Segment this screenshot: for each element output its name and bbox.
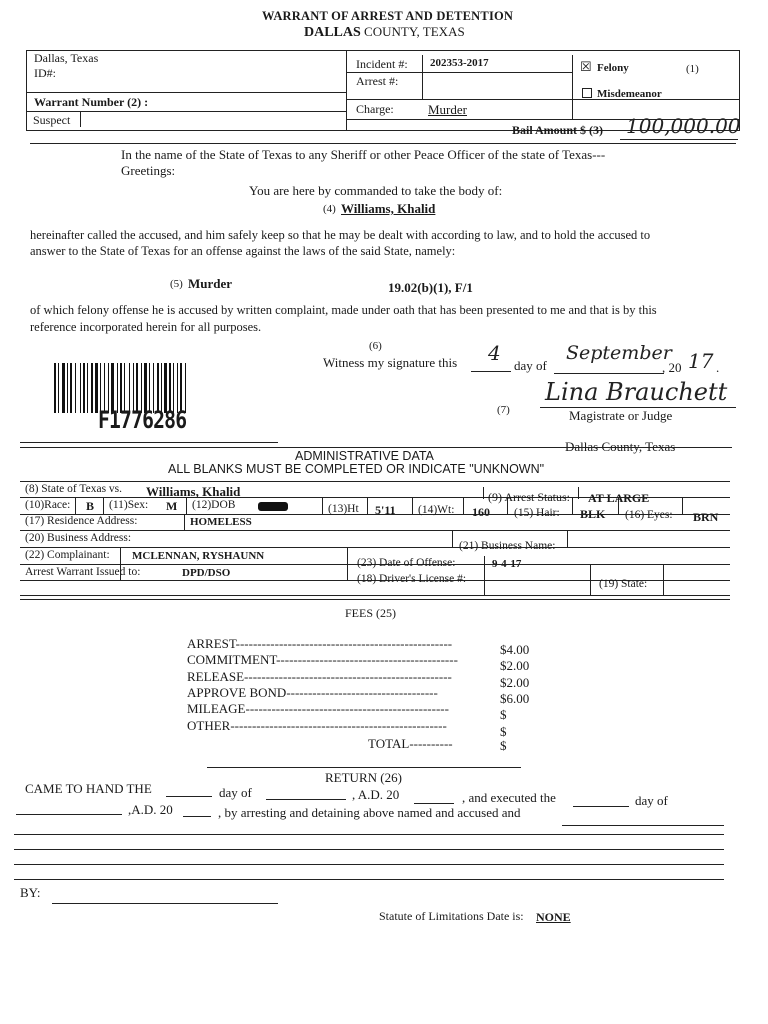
fee-label: RELEASE------------------------------------------------ xyxy=(187,668,452,684)
charge-label: Charge: xyxy=(356,102,394,116)
county-state: COUNTY, TEXAS xyxy=(364,24,465,39)
felony-label: Felony xyxy=(597,62,629,74)
bail-amount-value: 100,000.00 xyxy=(626,114,741,138)
fee-label: APPROVE BOND----------------------------------- xyxy=(187,684,438,700)
misdemeanor-label: Misdemeanor xyxy=(597,88,662,100)
fee-label: ARREST-------------------------------------------------- xyxy=(187,636,453,651)
return-line1-b: day of xyxy=(219,785,252,800)
fee-label: COMMITMENT------------------------------------------ xyxy=(187,652,458,668)
warrant-title: WARRANT OF ARREST AND DETENTION xyxy=(262,9,514,23)
business-address-label: (20) Business Address: xyxy=(25,532,132,544)
barcode-number: F1776286 xyxy=(98,406,187,434)
fee-amount: $2.00 xyxy=(500,658,530,674)
witness-day-of: day of xyxy=(514,358,547,373)
residence-value: HOMELESS xyxy=(190,516,252,528)
suspect-label: Suspect xyxy=(33,113,71,127)
height-label: (13)Ht xyxy=(328,503,359,515)
signature-county: Dallas County, Texas xyxy=(565,439,676,454)
statute-limitations-value: NONE xyxy=(536,910,571,924)
race-label: (10)Race: xyxy=(25,499,71,511)
county-title xyxy=(304,24,465,41)
witness-period: . xyxy=(716,360,720,375)
witness-comma-20: , 20 xyxy=(662,360,682,375)
return-line2-a: ,A.D. 20 xyxy=(128,802,173,817)
complainant-value: MCLENNAN, RYSHAUNN xyxy=(132,550,265,562)
admin-subtitle: ALL BLANKS MUST BE COMPLETED OR INDICATE "UNKNOWN" xyxy=(168,462,545,476)
return-line1-a: CAME TO HAND THE xyxy=(25,781,152,796)
paragraph-2a: of which felony offense he is accused by written complaint, made under oath that has been presented to me and that is by this xyxy=(30,303,657,317)
fee-amount: $4.00 xyxy=(500,642,530,657)
accused-name: Williams, Khalid xyxy=(341,201,436,216)
eyes-label: (16) Eyes: xyxy=(625,509,673,521)
date-offense-value: 9-4-17 xyxy=(492,558,522,570)
return-title: RETURN (26) xyxy=(325,770,402,785)
paragraph-1a: hereinafter called the accused, and him safely keep so that he may be dealt with according to law, and to hold the accused to xyxy=(30,228,651,242)
greeting-line-1: In the name of the State of Texas to any Sheriff or other Peace Officer of the state of Texas--- xyxy=(121,147,606,162)
hair-value: BLK xyxy=(580,507,606,521)
signature-num: (7) xyxy=(497,404,510,416)
charge-value: Murder xyxy=(428,102,467,117)
dob-redaction xyxy=(258,502,288,511)
bail-amount-label: Bail Amount $ (3) xyxy=(512,123,604,137)
arrest-status-value: AT LARGE xyxy=(588,491,650,505)
witness-year: 17 xyxy=(688,349,714,373)
dob-label: (12)DOB xyxy=(192,499,236,511)
eyes-value: BRN xyxy=(693,510,719,524)
issued-to-label: Arrest Warrant Issued to: xyxy=(25,566,141,578)
fee-label: MILEAGE----------------------------------------------- xyxy=(187,701,449,717)
fee-amount: $2.00 xyxy=(500,674,530,690)
warrant-number-label: Warrant Number (2) : xyxy=(34,95,149,109)
fee-label: OTHER-------------------------------------------------- xyxy=(187,717,447,733)
issued-to-value: DPD/DSO xyxy=(182,567,231,579)
date-offense-label: (23) Date of Offense: xyxy=(357,557,456,569)
incident-label: Incident #: xyxy=(356,57,408,71)
return-line2-b: , by arresting and detaining above named and accused and xyxy=(218,805,521,820)
state-vs-label: (8) State of Texas vs. xyxy=(25,483,123,495)
state-vs-value: Williams, Khalid xyxy=(146,484,241,499)
offense-name: Murder xyxy=(188,276,233,291)
witness-num: (6) xyxy=(369,340,382,352)
fee-amount: $ xyxy=(500,723,507,739)
fee-amount: $6.00 xyxy=(500,690,530,706)
height-value: 5'11 xyxy=(375,503,396,517)
witness-month: September xyxy=(566,342,672,364)
greeting-line-2: Greetings: xyxy=(121,163,176,178)
witness-day: 4 xyxy=(488,341,501,365)
fee-amount: $ xyxy=(500,707,507,723)
fees-total-label: TOTAL---------- xyxy=(368,736,453,751)
complainant-label: (22) Complainant: xyxy=(25,549,110,561)
felony-checkbox: ☒ xyxy=(580,59,592,74)
weight-value: 160 xyxy=(472,505,490,519)
item-1-label: (1) xyxy=(686,63,699,75)
arrest-status-label: (9) Arrest Status: xyxy=(488,490,570,504)
arrest-number-label: Arrest #: xyxy=(356,74,399,88)
admin-title: ADMINISTRATIVE DATA xyxy=(295,449,434,463)
residence-label: (17) Residence Address: xyxy=(25,515,138,527)
sex-label: (11)Sex: xyxy=(109,499,149,511)
license-label: (18) Driver's License #: xyxy=(357,573,467,585)
witness-text: Witness my signature this xyxy=(323,355,458,370)
incident-value: 202353-2017 xyxy=(430,57,489,69)
accused-name-num: (4) xyxy=(323,203,336,215)
fees-total-amount: $ xyxy=(500,738,507,753)
hair-label: (15) Hair: xyxy=(514,507,560,519)
fees-title: FEES (25) xyxy=(345,606,396,620)
offense-num: (5) xyxy=(170,278,183,290)
id-label: ID#: xyxy=(34,66,56,80)
statute-limitations-label: Statute of Limitations Date is: xyxy=(379,909,524,923)
location: Dallas, Texas xyxy=(34,51,99,65)
paragraph-1b: answer to the State of Texas for an offense against the laws of the said State, namely: xyxy=(30,244,456,258)
by-label: BY: xyxy=(20,885,41,900)
business-name-label: (21) Business Name: xyxy=(459,540,556,552)
sex-value: M xyxy=(166,499,178,513)
return-line1-e: day of xyxy=(635,793,668,808)
paragraph-2b: reference incorporated herein for all purposes. xyxy=(30,320,262,334)
return-line1-c: , A.D. 20 xyxy=(352,787,400,802)
county-name: DALLAS xyxy=(304,25,361,40)
dl-state-label: (19) State: xyxy=(599,578,648,590)
return-line1-d: , and executed the xyxy=(462,790,556,805)
magistrate-label: Magistrate or Judge xyxy=(569,408,673,423)
commanded-text: You are here by commanded to take the body of: xyxy=(249,183,503,198)
judge-signature: Lina Brauchett xyxy=(545,378,728,406)
race-value: B xyxy=(86,499,95,513)
misdemeanor-checkbox xyxy=(582,88,592,98)
statute-code: 19.02(b)(1), F/1 xyxy=(388,280,473,295)
weight-label: (14)Wt: xyxy=(418,504,455,516)
